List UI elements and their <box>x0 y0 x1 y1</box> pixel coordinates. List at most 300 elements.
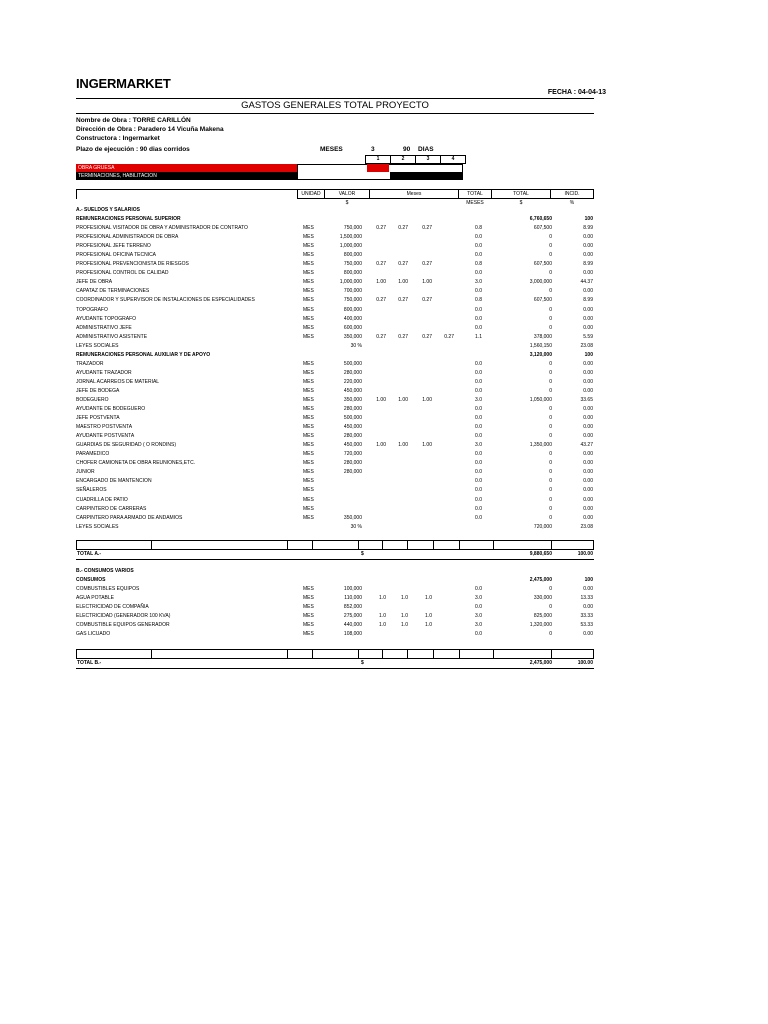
cell-total-months: 0.0 <box>475 306 482 313</box>
cell-desc: CARPINTERO PARA ARMADO DE ANDAMIOS <box>76 514 183 521</box>
cell-total-months: 0.0 <box>475 406 482 413</box>
cell-desc: GAS LICUADO <box>76 631 111 638</box>
cell-unit: MES <box>303 324 314 331</box>
cell-month-2: 0.27 <box>398 297 408 304</box>
cell-total: 0 <box>549 496 552 503</box>
cell-desc: ADMINISTRATIVO JEFE <box>76 324 132 331</box>
cell-incid: 0.00 <box>583 324 593 331</box>
cell-total: 0 <box>549 270 552 277</box>
cell-total-months: 3.0 <box>475 595 482 602</box>
cell-total: 0 <box>549 487 552 494</box>
cell-value: 750,000 <box>343 225 362 232</box>
cell-unit: MES <box>303 586 314 593</box>
cell-total-months: 0.0 <box>475 252 482 259</box>
cell-incid: 0.00 <box>583 415 593 422</box>
cell-desc: LEYES SOCIALES <box>76 342 119 349</box>
cell-incid: 0.00 <box>583 505 593 512</box>
cell-total: 0 <box>549 324 552 331</box>
cell-unit: MES <box>303 396 314 403</box>
cell-value: 1,000,000 <box>339 279 362 286</box>
cell-desc: COORDINADOR Y SUPERVISOR DE INSTALACIONES DE ESPECIALIDADES <box>76 297 255 304</box>
cell-desc: AYUDANTE TRAZADOR <box>76 369 132 376</box>
cell-total: 378,000 <box>533 333 552 340</box>
table-row <box>76 251 594 260</box>
cell-total: 3,000,000 <box>529 279 552 286</box>
table-row <box>76 333 594 342</box>
cell-month-3: 1.0 <box>425 622 432 629</box>
cell-total: 0 <box>549 234 552 241</box>
cell-incid: 0.00 <box>583 252 593 259</box>
column-header <box>76 189 594 207</box>
cell-desc: JUNIOR <box>76 469 95 476</box>
table-row <box>76 486 594 495</box>
cell-total-months: 0.0 <box>475 469 482 476</box>
table-row <box>76 414 594 423</box>
cell-unit: MES <box>303 297 314 304</box>
table-row <box>76 242 594 251</box>
header-desc <box>77 190 298 199</box>
section-a <box>76 206 594 532</box>
cell-total-months: 0.0 <box>475 460 482 467</box>
cell-total: 0 <box>549 514 552 521</box>
cell-value: 852,000 <box>343 604 362 611</box>
cell-desc: COMBUSTIBLE EQUIPOS GENERADOR <box>76 622 170 629</box>
total-b-incid: 100.00 <box>577 660 593 666</box>
cell-desc: TRAZADOR <box>76 360 104 367</box>
cell-unit: MES <box>303 279 314 286</box>
cell-total-months: 0.0 <box>475 631 482 638</box>
cell-month-3: 0.27 <box>422 333 432 340</box>
total-b-row <box>76 658 594 669</box>
cell-month-2: 0.27 <box>398 261 408 268</box>
cell-total: 0 <box>549 252 552 259</box>
cell-unit: MES <box>303 424 314 431</box>
cell-desc: PROFESIONAL JEFE TERRENO <box>76 243 151 250</box>
cell-month-2: 1.0 <box>401 595 408 602</box>
cell-unit: MES <box>303 288 314 295</box>
cell-total: 1,560,150 <box>529 342 552 349</box>
cell-total: 1,050,000 <box>529 396 552 403</box>
cell-desc: ELECTRICIDAD DE COMPAÑIA <box>76 604 149 611</box>
cell-total: 0 <box>549 243 552 250</box>
table-row <box>76 278 594 287</box>
cell-incid: 43.27 <box>580 442 593 449</box>
cell-month-1: 1.0 <box>379 613 386 620</box>
cell-value: 30 % <box>350 523 362 530</box>
cell-total-months: 0.0 <box>475 478 482 485</box>
table-row <box>76 441 594 450</box>
cell-desc: ELECTRICIDAD (GENERADOR 100 KVA) <box>76 613 171 620</box>
total-a-label: TOTAL A.- <box>77 551 101 557</box>
cell-value: 100,000 <box>343 586 362 593</box>
cell-incid: 8.99 <box>583 297 593 304</box>
cell-value: 280,000 <box>343 369 362 376</box>
cell-desc: MAESTRO POSTVENTA <box>76 424 133 431</box>
cell-value: 220,000 <box>343 378 362 385</box>
table-row <box>76 423 594 432</box>
cell-total: 607,500 <box>533 297 552 304</box>
table-row <box>76 468 594 477</box>
cell-month-4: 0.27 <box>444 333 454 340</box>
cell-month-1: 0.27 <box>376 225 386 232</box>
cell-desc: PROFESIONAL VISITADOR DE OBRA Y ADMINISTRADOR DE CONTRATO <box>76 225 248 232</box>
cell-unit: MES <box>303 261 314 268</box>
cell-incid: 23.08 <box>580 523 593 530</box>
cell-unit: MES <box>303 478 314 485</box>
cell-total-months: 0.0 <box>475 505 482 512</box>
obra-gruesa-bar: OBRA GRUESA <box>76 164 297 172</box>
cell-incid: 100 <box>584 216 593 223</box>
cell-total-months: 0.0 <box>475 415 482 422</box>
cell-desc: PARAMEDICO <box>76 451 110 458</box>
cell-unit: MES <box>303 252 314 259</box>
cell-desc: JEFE POSTVENTA <box>76 415 120 422</box>
table-row <box>76 432 594 441</box>
cell-value: 800,000 <box>343 306 362 313</box>
total-b-label: TOTAL B.- <box>77 660 102 666</box>
table-row <box>76 450 594 459</box>
obra-address: Dirección de Obra : Paradero 14 Vicuña Makena <box>76 126 224 133</box>
cell-desc: AGUA POTABLE <box>76 595 114 602</box>
cell-value: 280,000 <box>343 433 362 440</box>
table-row <box>76 630 594 639</box>
cell-incid: 0.00 <box>583 586 593 593</box>
cell-total: 0 <box>549 415 552 422</box>
cell-total-months: 0.0 <box>475 360 482 367</box>
cell-unit: MES <box>303 433 314 440</box>
cell-incid: 53.33 <box>580 622 593 629</box>
cell-total: 0 <box>549 586 552 593</box>
date-label: FECHA : 04-04-13 <box>547 89 606 96</box>
cell-incid: 0.00 <box>583 243 593 250</box>
cell-incid: 44.37 <box>580 279 593 286</box>
cell-total: 0 <box>549 387 552 394</box>
cell-total: 2,475,000 <box>529 577 552 584</box>
gantt-black-block <box>390 172 462 180</box>
cell-unit: MES <box>303 505 314 512</box>
cell-month-1: 0.27 <box>376 261 386 268</box>
cell-unit: MES <box>303 306 314 313</box>
cell-value: 800,000 <box>343 270 362 277</box>
cell-month-2: 1.0 <box>401 613 408 620</box>
cell-total-months: 0.0 <box>475 433 482 440</box>
cell-unit: MES <box>303 406 314 413</box>
cell-incid: 0.00 <box>583 387 593 394</box>
header-total-meses-unit: MESES <box>466 200 484 206</box>
header-unidad: UNIDAD <box>298 190 325 199</box>
cell-total: 0 <box>549 604 552 611</box>
cell-incid: 0.00 <box>583 306 593 313</box>
cell-incid: 33.33 <box>580 613 593 620</box>
cell-desc: JORNAL ACARREOS DE MATERIAL <box>76 378 160 385</box>
cell-total-months: 3.0 <box>475 622 482 629</box>
cell-month-1: 1.0 <box>379 622 386 629</box>
cell-month-1: 0.27 <box>376 333 386 340</box>
cell-value: 450,000 <box>343 442 362 449</box>
cell-desc: COMBUSTIBLES EQUIPOS <box>76 586 140 593</box>
month-cell: 2 <box>390 155 416 164</box>
cell-desc: PROFESIONAL PREVENCIONISTA DE RIESGOS <box>76 261 189 268</box>
cell-unit: MES <box>303 360 314 367</box>
header-incid-unit: % <box>569 200 575 206</box>
table-row <box>76 224 594 233</box>
cell-unit: MES <box>303 613 314 620</box>
cell-incid: 0.00 <box>583 424 593 431</box>
cell-unit: MES <box>303 595 314 602</box>
cell-incid: 0.00 <box>583 378 593 385</box>
cell-desc: CHOFER CAMIONETA DE OBRA REUNIONES,ETC. <box>76 460 196 467</box>
cell-incid: 100 <box>584 351 593 358</box>
cell-desc: CARPINTERO DE CARRERAS <box>76 505 147 512</box>
cell-total-months: 0.0 <box>475 586 482 593</box>
cell-value: 350,000 <box>343 396 362 403</box>
month-cell: 4 <box>440 155 466 164</box>
cell-incid: 0.00 <box>583 496 593 503</box>
cell-value: 450,000 <box>343 387 362 394</box>
cell-incid: 5.59 <box>583 333 593 340</box>
cell-incid: 0.00 <box>583 478 593 485</box>
cell-total-months: 1.1 <box>475 333 482 340</box>
table-row <box>76 585 594 594</box>
cell-total: 0 <box>549 406 552 413</box>
table-row <box>76 315 594 324</box>
cell-total: 0 <box>549 433 552 440</box>
month-cell: 1 <box>365 155 391 164</box>
cell-month-2: 0.27 <box>398 333 408 340</box>
cell-month-1: 1.00 <box>376 396 386 403</box>
cell-total: 825,000 <box>533 613 552 620</box>
cell-unit: MES <box>303 622 314 629</box>
table-row <box>76 342 594 351</box>
header-total-meses: TOTAL <box>459 190 492 199</box>
header-total: TOTAL <box>492 190 551 199</box>
cell-value: 440,000 <box>343 622 362 629</box>
cell-month-2: 1.00 <box>398 396 408 403</box>
cell-unit: MES <box>303 460 314 467</box>
table-row <box>76 324 594 333</box>
cell-incid: 0.00 <box>583 469 593 476</box>
subsection-row <box>76 576 594 585</box>
cell-month-3: 0.27 <box>422 225 432 232</box>
header-valor-unit: $ <box>345 200 349 206</box>
cell-value: 600,000 <box>343 324 362 331</box>
cell-value: 280,000 <box>343 460 362 467</box>
total-b-value: 2,475,000 <box>529 660 552 666</box>
cell-total-months: 3.0 <box>475 279 482 286</box>
cell-incid: 0.00 <box>583 270 593 277</box>
cell-total: 330,000 <box>533 595 552 602</box>
cell-month-2: 0.27 <box>398 225 408 232</box>
table-row <box>76 612 594 621</box>
cell-unit: MES <box>303 243 314 250</box>
cell-total: 0 <box>549 460 552 467</box>
cell-unit: MES <box>303 469 314 476</box>
cell-total-months: 0.0 <box>475 243 482 250</box>
table-row <box>76 459 594 468</box>
cell-value: 450,000 <box>343 424 362 431</box>
cell-month-3: 1.0 <box>425 613 432 620</box>
meses-label: MESES <box>320 146 343 153</box>
cell-month-3: 1.00 <box>422 442 432 449</box>
cell-desc: PROFESIONAL OFICINA TECNICA <box>76 252 157 259</box>
month-number-cells <box>366 155 466 163</box>
section-b-rows <box>76 576 594 639</box>
cell-total: 607,500 <box>533 261 552 268</box>
cell-incid: 0.00 <box>583 631 593 638</box>
cell-value: 110,000 <box>344 595 362 602</box>
cell-total-months: 0.0 <box>475 514 482 521</box>
cell-desc: TOPOGRAFO <box>76 306 108 313</box>
cell-value: 350,000 <box>343 514 362 521</box>
cell-total: 0 <box>549 451 552 458</box>
cell-total-months: 0.8 <box>475 261 482 268</box>
page-title: GASTOS GENERALES TOTAL PROYECTO <box>76 98 594 114</box>
gantt-red-block <box>367 164 389 172</box>
subsection-row <box>76 215 594 224</box>
table-row <box>76 396 594 405</box>
cell-total: 0 <box>549 505 552 512</box>
meses-count: 3 <box>371 146 375 153</box>
cell-unit: MES <box>303 604 314 611</box>
cell-incid: 0.00 <box>583 369 593 376</box>
cell-total-months: 0.0 <box>475 315 482 322</box>
cell-value: 108,000 <box>343 631 362 638</box>
table-row <box>76 269 594 278</box>
cell-value: 500,000 <box>343 360 362 367</box>
cell-desc: CONSUMOS <box>76 577 106 584</box>
cell-value: 700,000 <box>343 288 362 295</box>
dias-count: 90 <box>403 146 411 153</box>
cell-total: 607,500 <box>533 225 552 232</box>
cell-total-months: 0.0 <box>475 288 482 295</box>
table-row <box>76 387 594 396</box>
cell-desc: PROFESIONAL CONTROL DE CALIDAD <box>76 270 169 277</box>
cell-total-months: 0.0 <box>475 387 482 394</box>
month-cell: 3 <box>415 155 441 164</box>
cell-value: 500,000 <box>343 415 362 422</box>
header-meses: Meses <box>370 190 459 199</box>
total-a-value: 9,880,650 <box>529 551 552 557</box>
cell-value: 750,000 <box>343 261 362 268</box>
cell-total-months: 0.0 <box>475 496 482 503</box>
cell-unit: MES <box>303 369 314 376</box>
cell-total: 6,760,650 <box>529 216 552 223</box>
obra-name: Nombre de Obra : TORRE CARILLÓN <box>76 117 191 124</box>
cell-incid: 33.65 <box>580 396 593 403</box>
cell-month-1: 0.27 <box>376 297 386 304</box>
cell-total-months: 0.8 <box>475 225 482 232</box>
cell-total: 1,350,000 <box>529 442 552 449</box>
cell-desc: REMUNERACIONES PERSONAL SUPERIOR <box>76 216 181 223</box>
dias-label: DIAS <box>418 146 434 153</box>
cell-unit: MES <box>303 315 314 322</box>
cell-total-months: 0.0 <box>475 369 482 376</box>
total-b-currency: $ <box>361 660 364 666</box>
total-a-row <box>76 549 594 560</box>
table-row <box>76 477 594 486</box>
cell-unit: MES <box>303 225 314 232</box>
company-name: INGERMARKET <box>76 76 171 91</box>
table-row <box>76 306 594 315</box>
section-b-title: B.- CONSUMOS VARIOS <box>76 568 134 574</box>
cell-month-3: 1.0 <box>425 595 432 602</box>
cell-total-months: 0.0 <box>475 324 482 331</box>
table-row <box>76 405 594 414</box>
table-row <box>76 621 594 630</box>
cell-incid: 0.00 <box>583 433 593 440</box>
cell-month-1: 1.00 <box>376 442 386 449</box>
cell-incid: 13.33 <box>580 595 593 602</box>
cell-incid: 0.00 <box>583 360 593 367</box>
cell-incid: 0.00 <box>583 451 593 458</box>
cell-total: 0 <box>549 306 552 313</box>
cell-month-2: 1.0 <box>401 622 408 629</box>
cell-month-1: 1.0 <box>379 595 386 602</box>
cell-unit: MES <box>303 333 314 340</box>
cell-incid: 8.99 <box>583 261 593 268</box>
header-total-unit: $ <box>519 200 523 206</box>
cell-desc: AYUDANTE TOPOGRAFO <box>76 315 137 322</box>
cell-total-months: 3.0 <box>475 613 482 620</box>
table-row <box>76 514 594 523</box>
terminaciones-bar: TERMINACIONES, HABILITACION <box>76 172 297 180</box>
cell-month-2: 1.00 <box>398 442 408 449</box>
table-row <box>76 594 594 603</box>
cell-incid: 8.99 <box>583 225 593 232</box>
cell-value: 1,000,000 <box>339 243 362 250</box>
cell-total: 0 <box>549 469 552 476</box>
cell-desc: CUADRILLA DE PATIO <box>76 496 128 503</box>
cell-desc: PROFESIONAL ADMINISTRADOR DE OBRA <box>76 234 179 241</box>
cell-total: 0 <box>549 631 552 638</box>
table-row <box>76 260 594 269</box>
cell-unit: MES <box>303 378 314 385</box>
subsection-row <box>76 351 594 360</box>
cell-value: 1,500,000 <box>339 234 362 241</box>
cell-value: 30 % <box>350 342 362 349</box>
cell-value: 275,000 <box>343 613 362 620</box>
cell-unit: MES <box>303 514 314 521</box>
cell-desc: REMUNERACIONES PERSONAL AUXILIAR Y DE APOYO <box>76 351 211 358</box>
section-a-title: A.- SUELDOS Y SALARIOS <box>76 207 140 213</box>
cell-unit: MES <box>303 442 314 449</box>
cell-incid: 0.00 <box>583 514 593 521</box>
cell-total: 0 <box>549 315 552 322</box>
table-row <box>76 603 594 612</box>
cell-total-months: 0.0 <box>475 604 482 611</box>
table-row <box>76 523 594 532</box>
cell-total: 0 <box>549 288 552 295</box>
table-row <box>76 287 594 296</box>
cell-incid: 23.08 <box>580 342 593 349</box>
cell-value: 800,000 <box>343 252 362 259</box>
cell-month-1: 1.00 <box>376 279 386 286</box>
cell-month-3: 0.27 <box>422 261 432 268</box>
table-row <box>76 369 594 378</box>
section-b <box>76 567 594 639</box>
cell-total-months: 0.0 <box>475 234 482 241</box>
header-incid: INCID. <box>551 190 594 199</box>
cell-total: 0 <box>549 369 552 376</box>
plazo: Plazo de ejecución : 90 dias corridos <box>76 146 190 153</box>
cell-unit: MES <box>303 631 314 638</box>
cell-unit: MES <box>303 451 314 458</box>
table-row <box>76 496 594 505</box>
cell-total-months: 0.0 <box>475 451 482 458</box>
cell-desc: ADMINISTRATIVO ASISTENTE <box>76 333 148 340</box>
cell-value: 400,000 <box>343 315 362 322</box>
cell-month-3: 1.00 <box>422 279 432 286</box>
